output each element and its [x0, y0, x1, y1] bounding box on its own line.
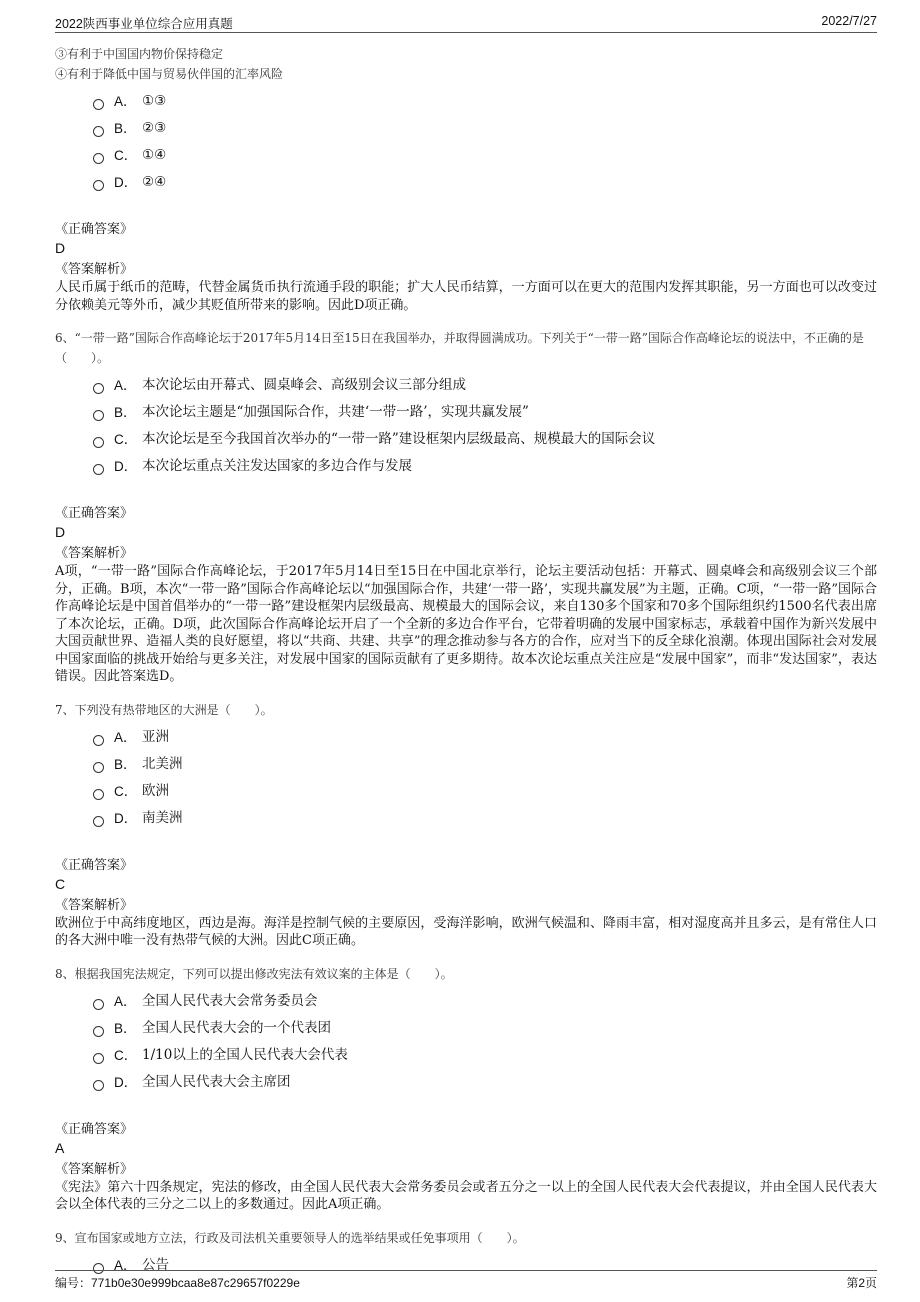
option-a[interactable]: A． 公告 [93, 1252, 877, 1279]
page-header [55, 12, 877, 33]
option-a[interactable]: A． 全国人民代表大会常务委员会 [93, 988, 877, 1015]
option-b[interactable]: B． 北美洲 [93, 751, 877, 778]
explanation-label: 《答案解析》 [55, 1161, 134, 1177]
radio-icon[interactable] [93, 464, 104, 475]
statement: ④有利于降低中国与贸易伙伴国的汇率风险 [55, 67, 284, 81]
question-text: 6、“一带一路”国际合作高峰论坛于2017年5月14日至15日在我国举办，并取得圆满成功。下列关于“一带一路”国际合作高峰论坛的说法中，不正确的是（ ）。 [55, 331, 864, 365]
radio-icon[interactable] [93, 735, 104, 746]
radio-icon[interactable] [93, 762, 104, 773]
page-content [55, 44, 877, 1279]
answer-label: 《正确答案》 [55, 1121, 134, 1137]
answer-label: 《正确答案》 [55, 222, 134, 237]
option-c[interactable]: C． ①④ [93, 142, 877, 169]
radio-icon[interactable] [93, 153, 104, 164]
option-d[interactable]: D． 本次论坛重点关注发达国家的多边合作与发展 [93, 453, 877, 480]
answer-value: A [55, 1139, 65, 1156]
answer-value: D [55, 240, 66, 256]
answer-label: 《正确答案》 [55, 506, 134, 521]
option-d[interactable]: D． 南美洲 [93, 805, 877, 832]
radio-icon[interactable] [93, 126, 104, 137]
option-b[interactable]: B． 全国人民代表大会的一个代表团 [93, 1015, 877, 1042]
radio-icon[interactable] [93, 383, 104, 394]
option-c[interactable]: C． 欧洲 [93, 778, 877, 805]
explanation-text: 《宪法》第六十四条规定，宪法的修改，由全国人民代表大会常务委员会或者五分之一以上的全国人民代表大会代表提议，并由全国人民代表大会以全体代表的三分之二以上的多数通过。因此A项正确。 [55, 1179, 877, 1212]
document-title: 2022陕西事业单位综合应用真题 [55, 17, 233, 31]
option-d[interactable]: D． 全国人民代表大会主席团 [93, 1069, 877, 1096]
statement: ③有利于中国国内物价保持稳定 [55, 47, 224, 61]
radio-icon[interactable] [93, 999, 104, 1010]
explanation-label: 《答案解析》 [55, 262, 134, 277]
question-8 [55, 964, 877, 1214]
question-7 [55, 700, 877, 950]
option-a[interactable]: A． ①③ [93, 88, 877, 115]
document-date: 2022/7/27 [821, 14, 877, 28]
page-footer [55, 1270, 877, 1291]
answer-value: D [55, 524, 66, 540]
page-number: 第2页 [846, 1276, 877, 1290]
answer-value: C [55, 875, 66, 892]
option-c[interactable]: C． 本次论坛是至今我国首次举办的“一带一路”建设框架内层级最高、规模最大的国际会议 [93, 426, 877, 453]
radio-icon[interactable] [93, 180, 104, 191]
radio-icon[interactable] [93, 789, 104, 800]
options-list [93, 988, 877, 1096]
document-code: 编号：771b0e30e999bcaa8e87c29657f0229e [55, 1276, 300, 1290]
option-a[interactable]: A． 本次论坛由开幕式、圆桌峰会、高级别会议三部分组成 [93, 372, 877, 399]
option-d[interactable]: D． ②④ [93, 169, 877, 196]
question-text: 7、下列没有热带地区的大洲是（ ）。 [55, 702, 273, 717]
question-6 [55, 328, 877, 686]
question-text: 9、宣布国家或地方立法，行政及司法机关重要领导人的选举结果或任免事项用（ ）。 [55, 1230, 525, 1245]
radio-icon[interactable] [93, 410, 104, 421]
option-c[interactable]: C． 1/10以上的全国人民代表大会代表 [93, 1042, 877, 1069]
question-text: 8、根据我国宪法规定，下列可以提出修改宪法有效议案的主体是（ ）。 [55, 966, 453, 981]
radio-icon[interactable] [93, 1080, 104, 1091]
radio-icon[interactable] [93, 1053, 104, 1064]
options-list [93, 724, 877, 832]
explanation-text: A项，“一带一路”国际合作高峰论坛，于2017年5月14日至15日在中国北京举行，论坛主要活动包括：开幕式、圆桌峰会和高级别会议三个部分，正确。B项，本次“一带一路”国际合作高峰论坛以“加强国际合作，共建‘一带一路’，实现共赢发展”为主题，正确。C项，“一带一路”国际合作高峰论坛是中国首倡举办的“一带一路”建设框架内层级最高、规模最大的国际会议，来自130多个国家和70多个国际组织约1500名代表出席了本次论坛，正确。D项，此次国际合作高峰论坛开启了一个全新的多边合作平台，它带着明确的发展中国家标志，承载着中国作为新兴发展中大国贡献世界、造福人类的良好愿望，将以“共商、共建、共享”的理念推动参与各方的合作，应对当下的反全球化浪潮。体现出国际社会对发展中国家面临的挑战开始给与更多关注，对发展中国家的国际贡献有了更多期待。故本次论坛重点关注应是“发展中国家”，而非“发达国家”，表达错误。因此答案选D。 [55, 564, 877, 684]
explanation-label: 《答案解析》 [55, 546, 134, 561]
radio-icon[interactable] [93, 816, 104, 827]
explanation-text: 欧洲位于中高纬度地区，西边是海。海洋是控制气候的主要原因，受海洋影响，欧洲气候温和、降雨丰富，相对湿度高并且多云，是有常住人口的各大洲中唯一没有热带气候的大洲。因此C项正确。 [55, 915, 877, 948]
explanation-label: 《答案解析》 [55, 897, 134, 913]
option-a[interactable]: A． 亚洲 [93, 724, 877, 751]
question-5-tail [55, 44, 877, 314]
options-list [93, 88, 877, 196]
radio-icon[interactable] [93, 1026, 104, 1037]
radio-icon[interactable] [93, 99, 104, 110]
radio-icon[interactable] [93, 437, 104, 448]
explanation-text: 人民币属于纸币的范畴，代替金属货币执行流通手段的职能；扩大人民币结算，一方面可以在更大的范围内发挥其职能，另一方面也可以改变过分依赖美元等外币，减少其贬值所带来的影响。因此D项正确。 [55, 280, 877, 313]
answer-label: 《正确答案》 [55, 857, 134, 873]
options-list [93, 372, 877, 480]
option-b[interactable]: B． 本次论坛主题是“加强国际合作，共建‘一带一路’，实现共赢发展” [93, 399, 877, 426]
option-b[interactable]: B． ②③ [93, 115, 877, 142]
